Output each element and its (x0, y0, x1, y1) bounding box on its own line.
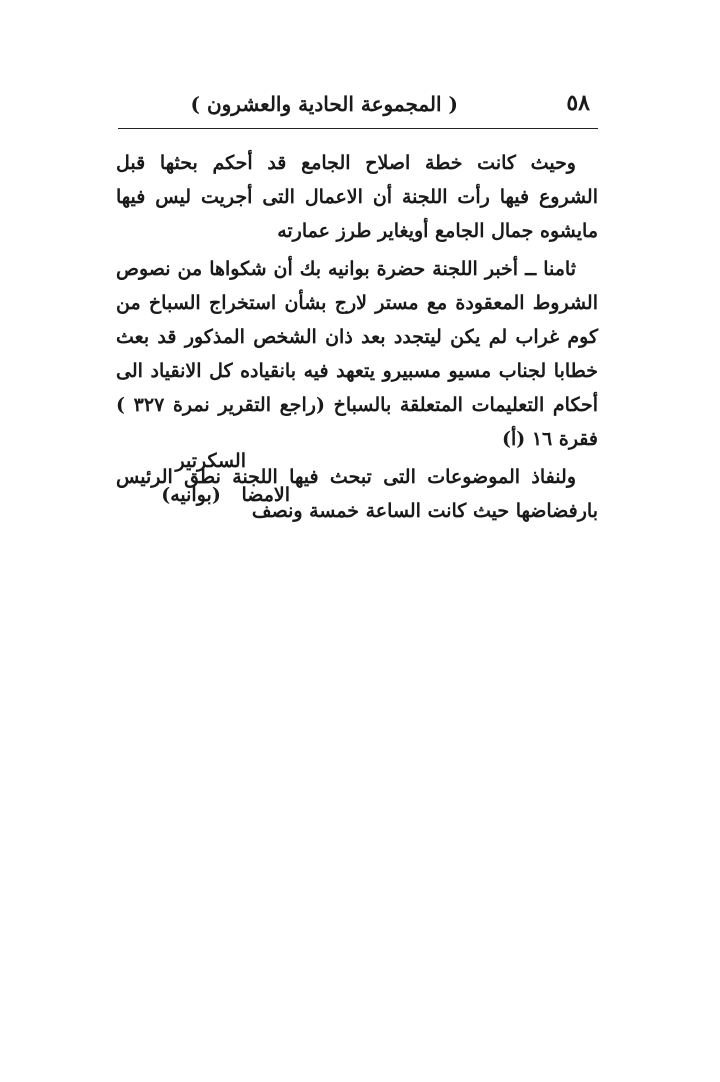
signature-line (161, 484, 290, 506)
signature-title: السكرتير (175, 450, 246, 472)
paragraph-1: وحيث كانت خطة اصلاح الجامع قد أحكم بحثها قبل الشروع فيها رأت اللجنة أن الاعمال التى أجريت ليس فيها مايشوه جمال الجامع أويغاير طرز عمارته (116, 152, 598, 242)
page-number: ٥٨ (566, 90, 590, 116)
signature-name: (بوانيه) (161, 484, 221, 506)
paragraph-2: ثامنا ــ أخبر اللجنة حضرة بوانيه بك أن شكواها من نصوص الشروط المعقودة مع مستر لارج بشأن استخراج السباخ من كوم غراب لم يكن ليتجدد بعد ذان الشخص المذكور قد بعث خطابا لجناب مسيو مسبيرو يتعهد فيه بانقياده كل الانقياد الى أحكام التعليمات المتعلقة بالسباخ (راجع التقرير نمرة ٣٢٧ ) فقرة ١٦ (أ) (116, 258, 598, 450)
page-header (118, 88, 598, 124)
running-title: ( المجموعة الحادية والعشرون ) (190, 92, 458, 116)
signature-label: الامضا (241, 484, 290, 506)
paragraph-3: ولنفاذ الموضوعات التى تبحث فيها اللجنة نطق الرئيس بارفضاضها حيث كانت الساعة خمسة ونصف (116, 466, 598, 522)
header-rule (118, 128, 598, 129)
